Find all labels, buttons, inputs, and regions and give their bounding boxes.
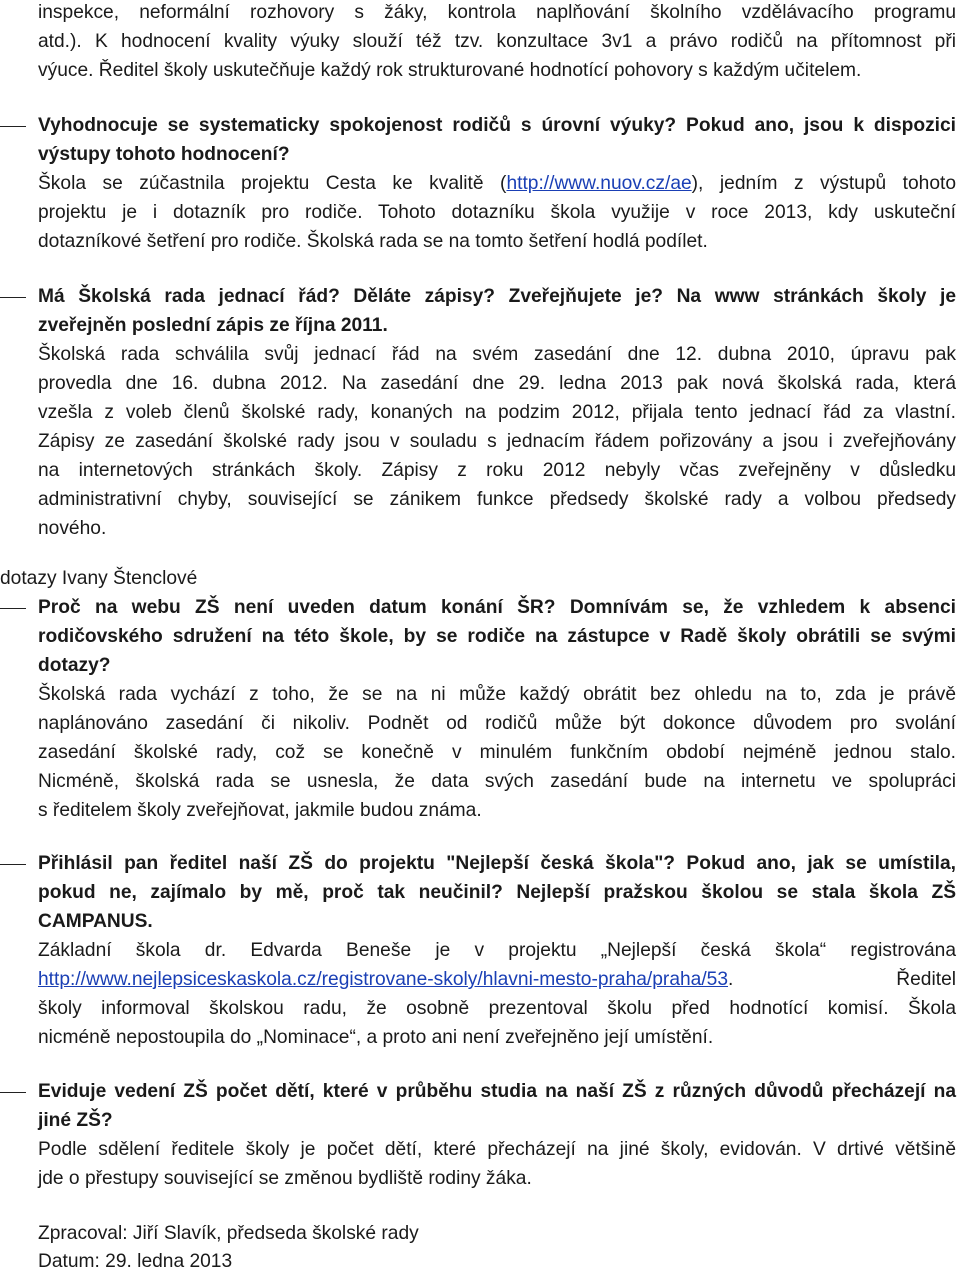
answer-line: školy informoval školskou radu, že osobně prezentoval školu před hodnotící komisí. Škola — [38, 998, 956, 1019]
question-text: Přihlásil pan ředitel naší ZŠ do projektu "Nejlepší česká škola"? Pokud ano, jak se umístila, — [38, 853, 956, 874]
question-text: zveřejněn poslední zápis ze října 2011. — [38, 315, 388, 336]
answer-line: administrativní chyby, související se zánikem funkce předsedy školské rady a volbou předsedy — [38, 489, 956, 510]
answer-text: . Ředitel — [728, 969, 956, 990]
text-line: výuce. Ředitel školy uskutečňuje každý rok strukturované hodnotící pohovory s každým učitelem. — [38, 60, 862, 81]
question-text: Má Školská rada jednací řád? Děláte zápisy? Zveřejňujete je? Na www stránkách školy je — [38, 286, 956, 307]
answer-line: jde o přestupy související se změnou bydliště rodiny žáka. — [38, 1168, 532, 1189]
question-text: Eviduje vedení ZŠ počet dětí, které v průběhu studia na naší ZŠ z různých důvodů přecházejí na — [38, 1081, 956, 1102]
answer-line: nicméně nepostoupila do „Nominace“, a proto ani není zveřejněno její umístění. — [38, 1027, 714, 1048]
question-block-1 — [38, 111, 956, 256]
question-block-3 — [38, 593, 956, 825]
nejlepsi-skola-link[interactable]: http://www.nejlepsiceskaskola.cz/registrovane-skoly/hlavni-mesto-praha/praha/53 — [38, 969, 729, 990]
question-block-5 — [38, 1077, 956, 1193]
question-text: jiné ZŠ? — [38, 1110, 113, 1131]
question-text: pokud ne, zajímalo by mě, proč tak neučinil? Nejlepší pražskou školou se stala škola ZŠ — [38, 882, 956, 903]
question-text: dotazy? — [38, 655, 111, 676]
answer-line: naplánováno zasedání či nikoliv. Podnět od rodičů může být dokonce důvodem pro svolání — [38, 713, 956, 734]
answer-line: provedla dne 16. dubna 2012. Na zasedání dne 29. ledna 2013 pak nová školská rada, která — [38, 373, 956, 394]
answer-text: ), jedním z výstupů tohoto — [691, 173, 957, 194]
question-block-2 — [38, 282, 956, 543]
answer-line — [38, 965, 956, 994]
text-line: inspekce, neformální rozhovory s žáky, kontrola naplňování školního vzdělávacího programu — [38, 2, 956, 23]
answer-line: Zápisy ze zasedání školské rady jsou v souladu s jednacím řádem pořizovány a jsou i zveřejňovány — [38, 431, 956, 452]
answer-line: Školská rada schválila svůj jednací řád na svém zasedání dne 12. dubna 2010, úpravu pak — [38, 344, 956, 365]
answer-line — [38, 169, 956, 198]
answer-line: Podle sdělení ředitele školy je počet dětí, které přecházejí na jiné školy, evidován. V drtivé většině — [38, 1139, 956, 1160]
intro-paragraph — [38, 0, 956, 85]
nuov-link[interactable]: http://www.nuov.cz/ae — [506, 173, 692, 194]
question-text: Vyhodnocuje se systematicky spokojenost rodičů s úrovní výuky? Pokud ano, jsou k dispozici — [38, 115, 956, 136]
question-text: CAMPANUS. — [38, 911, 153, 932]
answer-line: zasedání školské rady, což se konečně v minulém funkčním období nejméně jednou stalo. — [38, 742, 956, 763]
bullet-dash — [0, 864, 26, 865]
answer-text: Škola se zúčastnila projektu Cesta ke kvalitě ( — [38, 173, 507, 194]
answer-line: Nicméně, školská rada se usnesla, že data svých zasedání bude na internetu ve spolupráci — [38, 771, 956, 792]
answer-line: Základní škola dr. Edvarda Beneše je v projektu „Nejlepší česká škola“ registrována — [38, 940, 956, 961]
bullet-dash — [0, 1092, 26, 1093]
prepared-by: Zpracoval: Jiří Slavík, předseda školské rady — [38, 1223, 419, 1244]
answer-line: s ředitelem školy zveřejňovat, jakmile budou známa. — [38, 800, 482, 821]
question-text: rodičovského sdružení na této škole, by se rodiče na zástupce v Radě školy obrátili se svými — [38, 626, 956, 647]
bullet-dash — [0, 297, 26, 298]
question-text: Proč na webu ZŠ není uveden datum konání ŠR? Domnívám se, že vzhledem k absenci — [38, 597, 956, 618]
section-heading: dotazy Ivany Štenclové — [0, 568, 198, 589]
text-line: atd.). K hodnocení kvality výuky slouží též tzv. konzultace 3v1 a právo rodičů na přítomnost při — [38, 31, 956, 52]
bullet-dash — [0, 608, 26, 609]
bullet-dash — [0, 126, 26, 127]
question-text: výstupy tohoto hodnocení? — [38, 144, 290, 165]
answer-line: vzešla z voleb členů školské rady, konaných na podzim 2012, přijala tento jednací řád za vlastní. — [38, 402, 956, 423]
answer-line: nového. — [38, 518, 107, 539]
question-block-4 — [38, 849, 956, 1052]
document-date: Datum: 29. ledna 2013 — [38, 1251, 233, 1272]
answer-line: dotazníkové šetření pro rodiče. Školská rada se na tomto šetření hodlá podílet. — [38, 231, 708, 252]
answer-line: projektu je i dotazník pro rodiče. Tohoto dotazníku škola využije v roce 2013, kdy uskuteční — [38, 202, 956, 223]
answer-line: na internetových stránkách školy. Zápisy z roku 2012 nebyly včas zveřejněny v důsledku — [38, 460, 956, 481]
answer-line: Školská rada vychází z toho, že se na ni může každý obrátit bez ohledu na to, zda je právě — [38, 684, 956, 705]
